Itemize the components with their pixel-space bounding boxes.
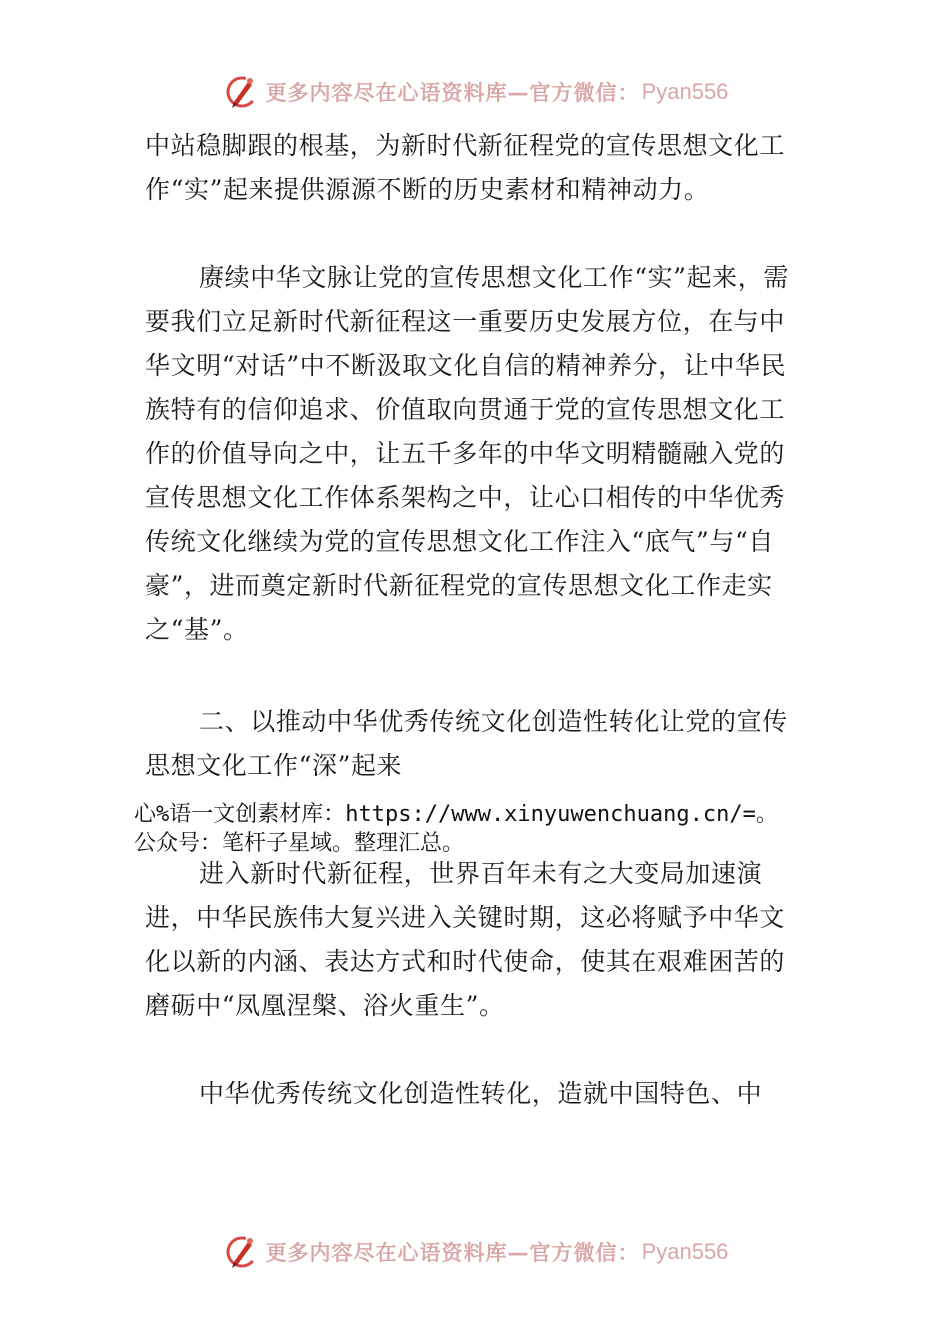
pen-logo-icon — [222, 72, 262, 112]
section-heading-2: 二、以推动中华优秀传统文化创造性转化让党的宣传思想文化工作“深”起来 — [145, 707, 788, 780]
pen-logo-icon — [222, 1232, 262, 1272]
paragraph-new-era: 进入新时代新征程，世界百年未有之大变局加速演进，中华民族伟大复兴进入关键时期，这必将赋予中华文化以新的内涵、表达方式和时代使命，使其在艰难困苦的磨砺中“凤凰涅槃、浴火重生”。 — [145, 859, 786, 1020]
source-note-line-1: 心%语一文创素材库：https://www.xinyuwenchuang.cn/=。 — [134, 802, 778, 827]
header-wechat-id: Pyan556 — [641, 79, 729, 104]
header-watermark-banner — [0, 72, 950, 112]
footer-wechat-id: Pyan556 — [641, 1239, 729, 1264]
header-banner-text: 更多内容尽在心语资料库—官方微信： — [265, 81, 640, 105]
paragraph-continuation: 中站稳脚跟的根基，为新时代新征程党的宣传思想文化工作“实”起来提供源源不断的历史素材和精神动力。 — [145, 131, 786, 204]
footer-watermark-banner — [0, 1232, 950, 1272]
footer-banner-text: 更多内容尽在心语资料库—官方微信： — [265, 1241, 640, 1265]
paragraph-heritage: 赓续中华文脉让党的宣传思想文化工作“实”起来，需要我们立足新时代新征程这一重要历史发展方位，在与中华文明“对话”中不断汲取文化自信的精神养分，让中华民族特有的信仰追求、价值取向贯通于党的宣传思想文化工作的价值导向之中，让五千多年的中华文明精髓融入党的宣传思想文化工作体系架构之中，让心口相传的中华优秀传统文化继续为党的宣传思想文化工作注入“底气”与“自豪”，进而奠定新时代新征程党的宣传思想文化工作走实之“基”。 — [145, 263, 789, 644]
paragraph-transformation: 中华优秀传统文化创造性转化，造就中国特色、中 — [199, 1079, 763, 1108]
source-note-line-2: 公众号：笔杆子星域。整理汇总。 — [134, 831, 465, 856]
